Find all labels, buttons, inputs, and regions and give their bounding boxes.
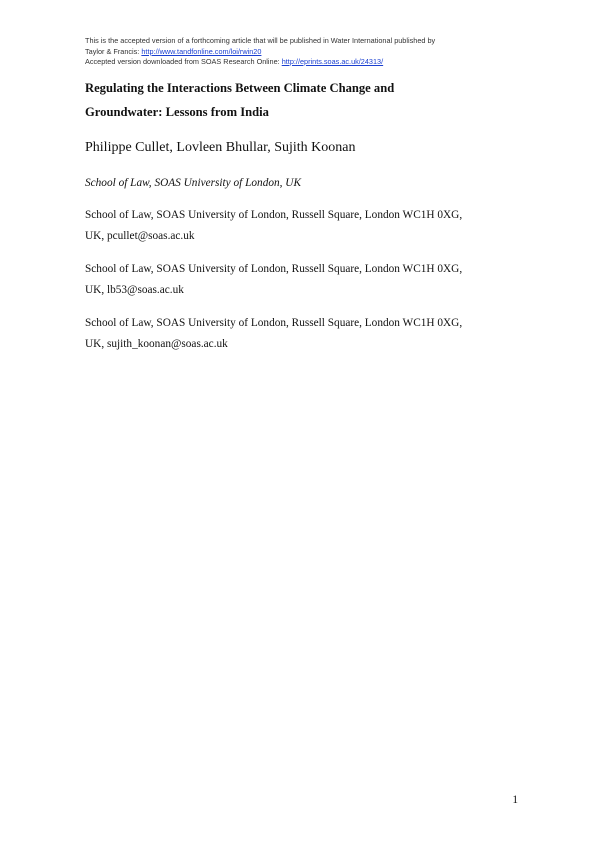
address-email-line: UK, lb53@soas.ac.uk (85, 284, 184, 296)
author-list: Philippe Cullet, Lovleen Bhullar, Sujith Koonan (85, 140, 356, 155)
address-line: School of Law, SOAS University of London, Russell Square, London WC1H 0XG, (85, 317, 463, 329)
publication-notice (85, 36, 515, 68)
author-address-2 (85, 259, 505, 301)
article-title-line-1: Regulating the Interactions Between Climate Change and (85, 81, 395, 95)
notice-line-1: This is the accepted version of a forthcoming article that will be published in Water International published by (85, 36, 436, 45)
address-line: School of Law, SOAS University of London, Russell Square, London WC1H 0XG, (85, 263, 463, 275)
notice-line-2 (85, 47, 515, 58)
eprints-link[interactable]: http://eprints.soas.ac.uk/24313/ (281, 57, 384, 66)
author-address-3 (85, 313, 505, 355)
address-email-line: UK, pcullet@soas.ac.uk (85, 230, 195, 242)
journal-link[interactable]: http://www.tandfonline.com/loi/rwin20 (141, 46, 262, 56)
author-affiliation: School of Law, SOAS University of London, UK (85, 177, 301, 189)
author-address-1 (85, 205, 505, 247)
notice-download-text: Accepted version downloaded from SOAS Research Online: (85, 57, 282, 66)
page-number: 1 (512, 794, 518, 806)
notice-line-3 (85, 57, 515, 68)
address-email-line: UK, sujith_koonan@soas.ac.uk (85, 338, 228, 350)
address-line: School of Law, SOAS University of London, Russell Square, London WC1H 0XG, (85, 209, 463, 221)
article-title (85, 76, 505, 124)
article-title-line-2: Groundwater: Lessons from India (85, 105, 269, 119)
notice-publisher-text: Taylor & Francis: (85, 46, 142, 56)
